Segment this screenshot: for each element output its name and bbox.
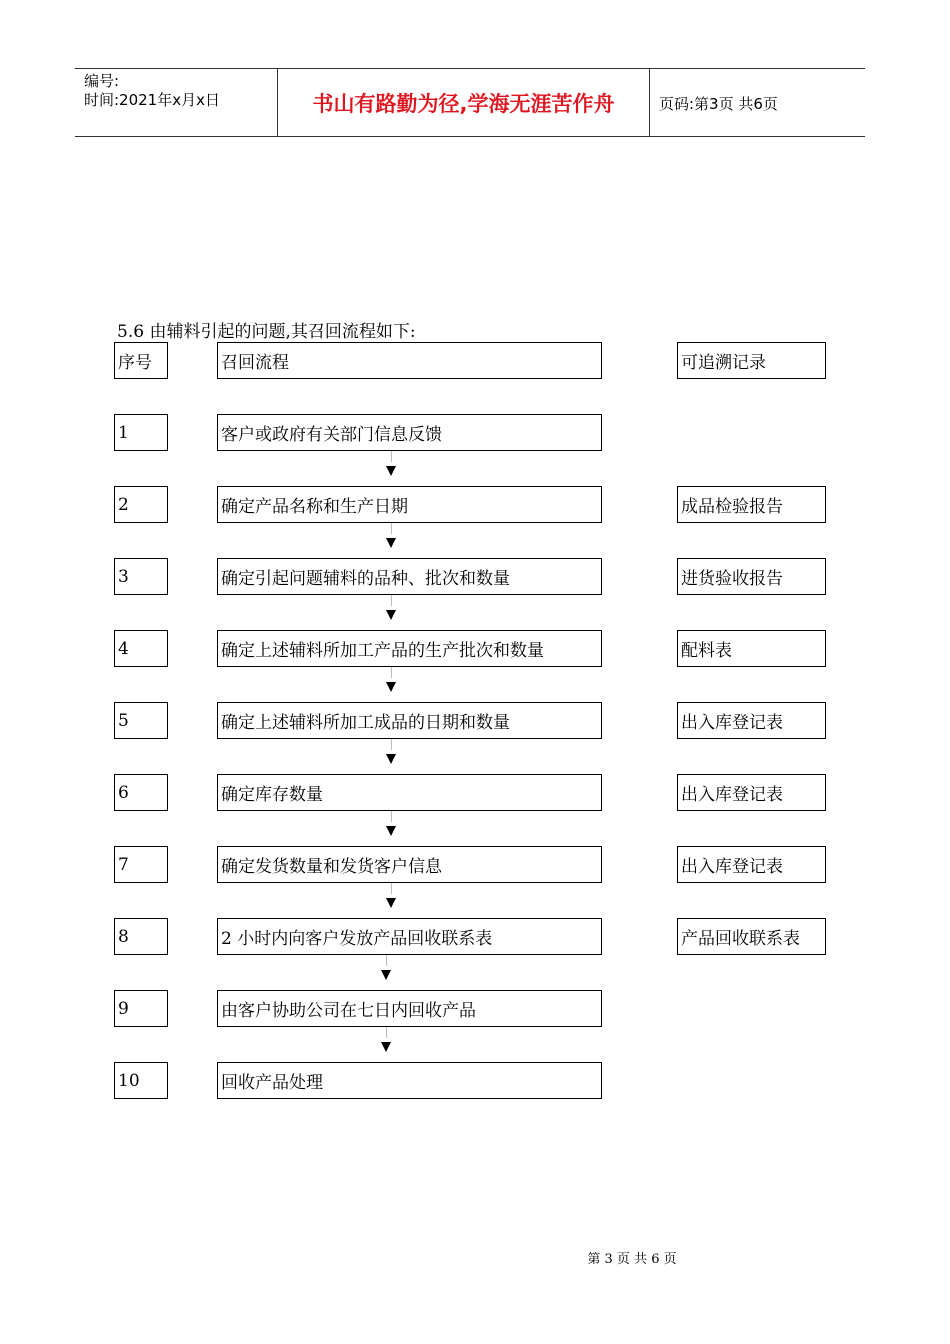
arrow-stem: [391, 523, 392, 534]
step-process: 确定库存数量: [217, 774, 602, 811]
down-arrow-icon: [386, 682, 396, 692]
arrow-stem: [386, 1027, 387, 1038]
step-record: 出入库登记表: [677, 774, 826, 811]
down-arrow-icon: [386, 610, 396, 620]
down-arrow-icon: [386, 754, 396, 764]
column-header-record: 可追溯记录: [677, 342, 826, 379]
arrow-stem: [391, 883, 392, 894]
step-seq: 8: [114, 918, 168, 955]
doc-number-label: 编号:: [84, 72, 120, 90]
doc-time-label: 时间:2021年x月x日: [84, 91, 220, 109]
down-arrow-icon: [386, 466, 396, 476]
down-arrow-icon: [386, 898, 396, 908]
step-process: 2 小时内向客户发放产品回收联系表: [217, 918, 602, 955]
step-seq: 6: [114, 774, 168, 811]
column-header-seq: 序号: [114, 342, 168, 379]
step-seq: 3: [114, 558, 168, 595]
down-arrow-icon: [386, 538, 396, 548]
down-arrow-icon: [381, 1042, 391, 1052]
step-process: 确定上述辅料所加工成品的日期和数量: [217, 702, 602, 739]
step-seq: 9: [114, 990, 168, 1027]
step-seq: 2: [114, 486, 168, 523]
step-process: 客户或政府有关部门信息反馈: [217, 414, 602, 451]
header-bottom-rule: [75, 136, 865, 137]
section-intro: 5.6 由辅料引起的问题,其召回流程如下:: [117, 322, 416, 342]
step-seq: 10: [114, 1062, 168, 1099]
step-record: 产品回收联系表: [677, 918, 826, 955]
arrow-stem: [391, 451, 392, 462]
step-record: 成品检验报告: [677, 486, 826, 523]
down-arrow-icon: [386, 826, 396, 836]
header-divider: [649, 68, 650, 136]
page-footer: 第 3 页 共 6 页: [587, 1252, 677, 1267]
step-seq: 1: [114, 414, 168, 451]
arrow-stem: [391, 595, 392, 606]
step-process: 由客户协助公司在七日内回收产品: [217, 990, 602, 1027]
arrow-stem: [391, 667, 392, 678]
step-record: 出入库登记表: [677, 702, 826, 739]
step-process: 确定发货数量和发货客户信息: [217, 846, 602, 883]
step-record: 配料表: [677, 630, 826, 667]
step-record: 出入库登记表: [677, 846, 826, 883]
column-header-process: 召回流程: [217, 342, 602, 379]
step-process: 确定引起问题辅料的品种、批次和数量: [217, 558, 602, 595]
down-arrow-icon: [381, 970, 391, 980]
step-process: 确定产品名称和生产日期: [217, 486, 602, 523]
arrow-stem: [391, 811, 392, 822]
step-process: 回收产品处理: [217, 1062, 602, 1099]
header-meta: [84, 72, 220, 110]
step-seq: 5: [114, 702, 168, 739]
arrow-stem: [386, 955, 387, 966]
step-record: 进货验收报告: [677, 558, 826, 595]
header-motto: 书山有路勤为径,学海无涯苦作舟: [312, 92, 615, 116]
header-page-info: 页码:第3页 共6页: [659, 95, 778, 113]
arrow-stem: [391, 739, 392, 750]
step-seq: 4: [114, 630, 168, 667]
header-top-rule: [75, 68, 865, 69]
step-seq: 7: [114, 846, 168, 883]
step-process: 确定上述辅料所加工产品的生产批次和数量: [217, 630, 602, 667]
